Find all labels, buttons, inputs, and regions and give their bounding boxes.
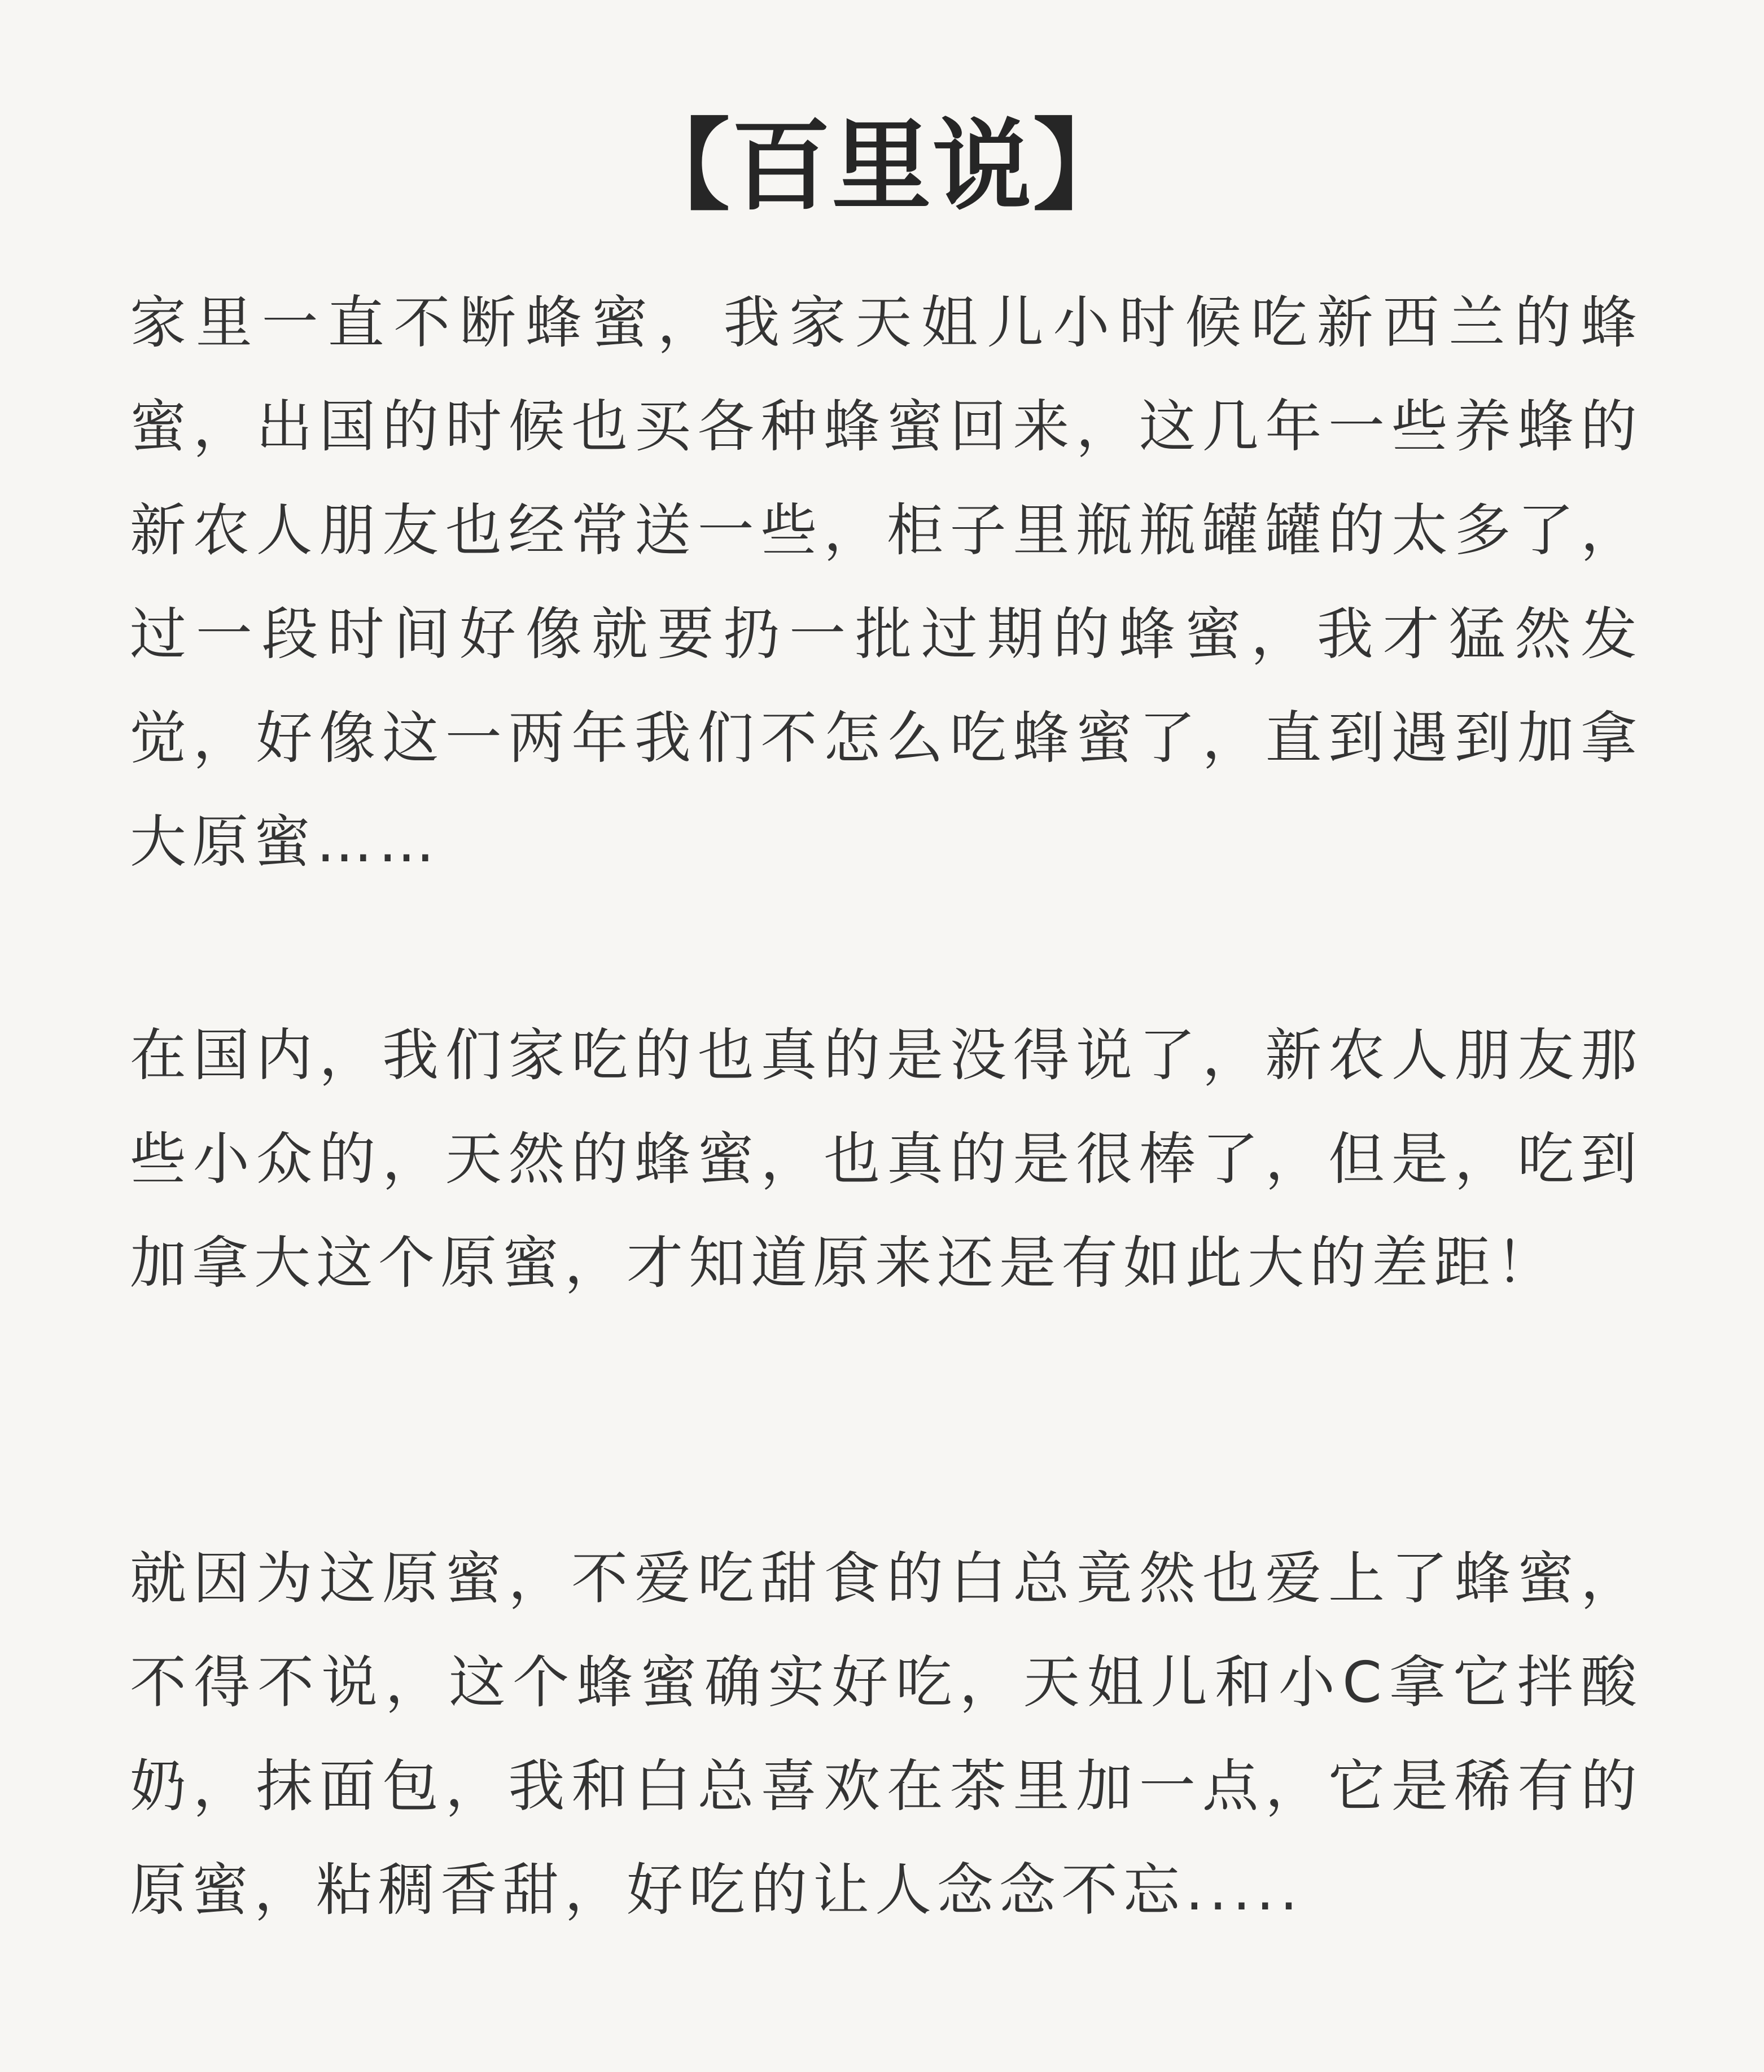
- paragraph-1: 家里一直不断蜂蜜，我家天姐儿小时候吃新西兰的蜂蜜，出国的时候也买各种蜂蜜回来，这几年一些养蜂的新农人朋友也经常送一些，柜子里瓶瓶罐罐的太多了，过一段时间好像就要扔一批过期的蜂蜜，我才猛然发觉，好像这一两年我们不怎么吃蜂蜜了，直到遇到加拿大原蜜……: [130, 290, 1643, 875]
- article-title: 【百里说】: [631, 108, 1133, 224]
- paragraph-2: 在国内，我们家吃的也真的是没得说了，新农人朋友那些小众的，天然的蜂蜜，也真的是很棒了，但是，吃到加拿大这个原蜜，才知道原来还是有如此大的差距！: [130, 1022, 1643, 1296]
- paragraph-3: 就因为这原蜜，不爱吃甜食的白总竟然也爱上了蜂蜜，不得不说，这个蜂蜜确实好吃，天姐儿和小C拿它拌酸奶，抹面包，我和白总喜欢在茶里加一点，它是稀有的原蜜，粘稠香甜，好吃的让人念念不忘.....: [130, 1545, 1643, 1923]
